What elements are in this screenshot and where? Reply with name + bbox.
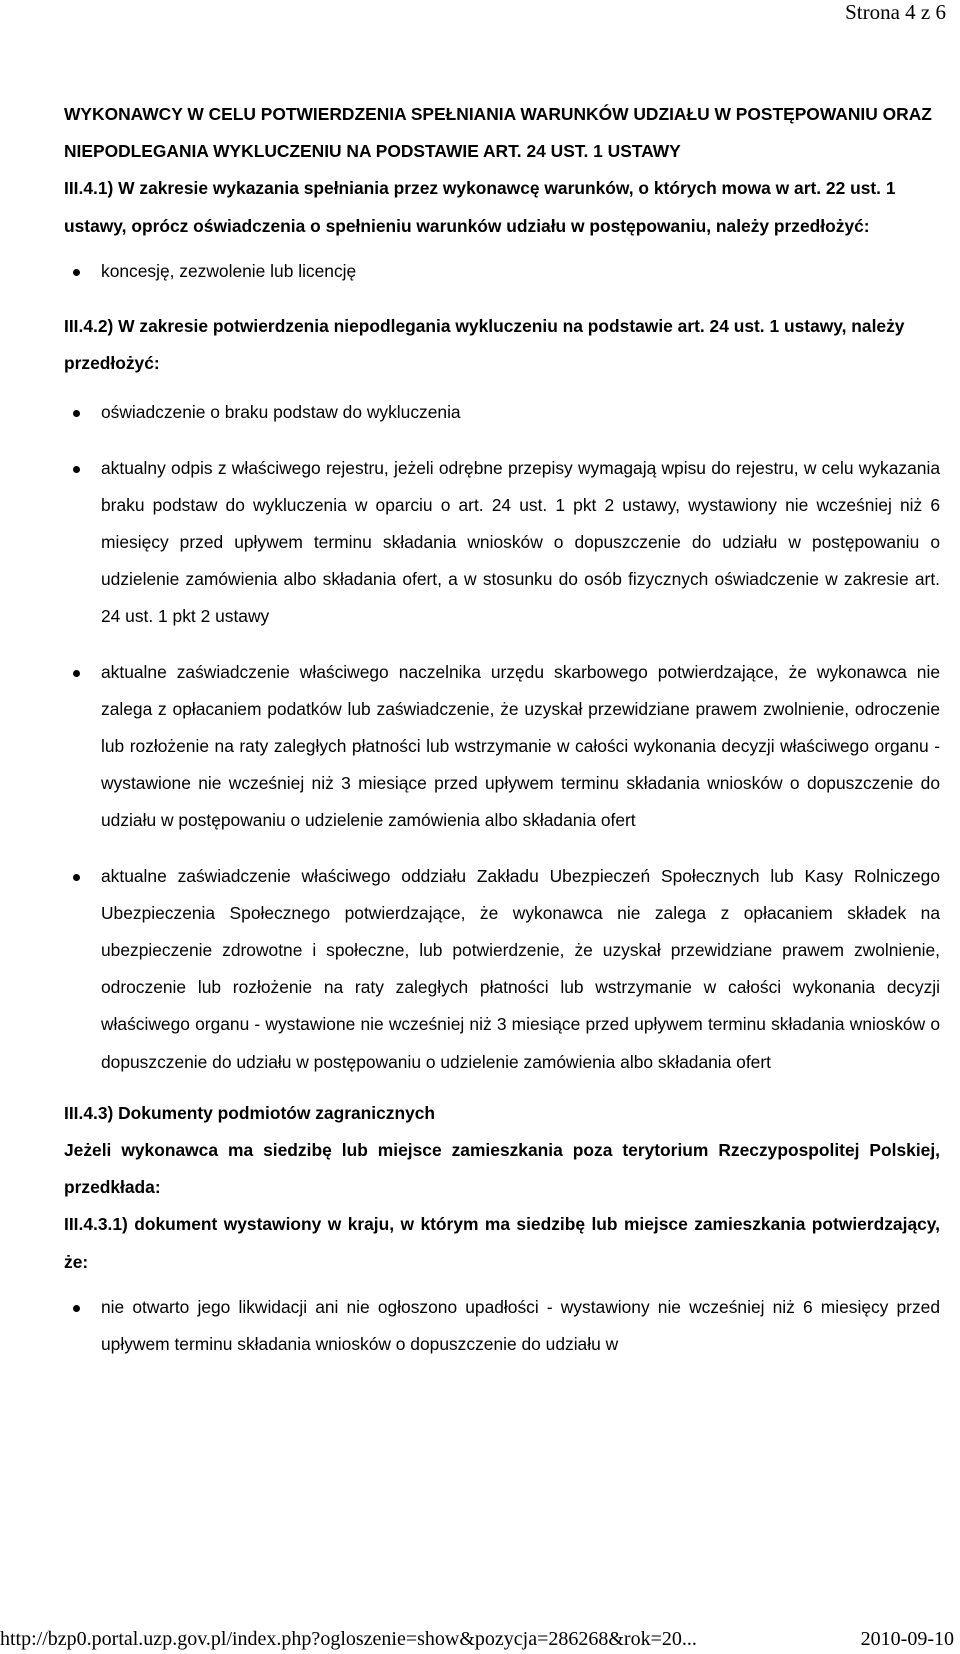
bullet-icon	[73, 1305, 80, 1312]
list-item: aktualny odpis z właściwego rejestru, jeżeli odrębne przepisy wymagają wpisu do rejestru, w celu wykazania braku podstaw do wykluczenia w oparciu o art. 24 ust. 1 pkt 2 ustawy, wystawiony nie wcześniej niż 6 miesięcy przed upływem terminu składania wniosków o dopuszczenie do udziału w postępowaniu o udzielenie zamówienia albo składania ofert, a w stosunku do osób fizycznych oświadczenie w zakresie art. 24 ust. 1 pkt 2 ustawy	[64, 450, 940, 636]
section-heading: WYKONAWCY W CELU POTWIERDZENIA SPEŁNIANIA WARUNKÓW UDZIAŁU W POSTĘPOWANIU ORAZ NIEPODLEGANIA WYKLUCZENIU NA PODSTAWIE ART. 24 UST. 1 USTAWY	[64, 104, 932, 162]
list-item: aktualne zaświadczenie właściwego oddziału Zakładu Ubezpieczeń Społecznych lub Kasy Rolniczego Ubezpieczenia Społecznego potwierdzające, że wykonawca nie zalega z opłacaniem składek na ubezpieczenie zdrowotne i społeczne, lub potwierdzenie, że uzyskał przewidziane prawem zwolnienie, odroczenie lub rozłożenie na raty zaległych płatności lub wstrzymanie w całości wykonania decyzji właściwego organu - wystawione nie wcześniej niż 3 miesiące przed upływem terminu składania wniosków o dopuszczenie do udziału w postępowaniu o udzielenie zamówienia albo składania ofert	[64, 858, 940, 1081]
list-item: oświadczenie o braku podstaw do wykluczenia	[64, 394, 940, 431]
footer-date: 2010-09-10	[860, 1628, 954, 1650]
bullet-icon	[73, 410, 80, 417]
list-item: nie otwarto jego likwidacji ani nie ogłoszono upadłości - wystawiony nie wcześniej niż 6 miesięcy przed upływem terminu składania wniosków o dopuszczenie do udziału w	[64, 1289, 940, 1363]
section-3-4-3-1-heading: III.4.3.1) dokument wystawiony w kraju, w którym ma siedzibę lub miejsce zamieszkania potwierdzający, że:	[64, 1214, 940, 1272]
document-body	[64, 96, 940, 1363]
page-number: Strona 4 z 6	[845, 0, 946, 24]
section-3-4-3-heading: III.4.3) Dokumenty podmiotów zagranicznych	[64, 1102, 436, 1123]
section-3-4-1-heading: III.4.1) W zakresie wykazania spełniania przez wykonawcę warunków, o których mowa w art. 22 ust. 1 ustawy, oprócz oświadczenia o spełnieniu warunków udziału w postępowaniu, należy przedłożyć:	[64, 178, 896, 236]
bullet-icon	[73, 269, 80, 276]
section-3-4-2-list	[64, 394, 940, 1080]
list-item: aktualne zaświadczenie właściwego naczelnika urzędu skarbowego potwierdzające, że wykonawca nie zalega z opłacaniem podatków lub zaświadczenie, że uzyskał przewidziane prawem zwolnienie, odroczenie lub rozłożenie na raty zaległych płatności lub wstrzymanie w całości wykonania decyzji właściwego organu - wystawione nie wcześniej niż 3 miesiące przed upływem terminu składania wniosków o dopuszczenie do udziału w postępowaniu o udzielenie zamówienia albo składania ofert	[64, 654, 940, 840]
bullet-icon	[73, 466, 80, 473]
section-3-4-1-list	[64, 253, 940, 290]
section-3-4-3-1-list	[64, 1289, 940, 1363]
section-3-4-2-heading: III.4.2) W zakresie potwierdzenia niepodlegania wykluczeniu na podstawie art. 24 ust. 1 ustawy, należy przedłożyć:	[64, 316, 905, 374]
footer	[0, 1627, 954, 1651]
footer-url: http://bzp0.portal.uzp.gov.pl/index.php?ogloszenie=show&pozycja=286268&rok=20...	[0, 1628, 697, 1650]
bullet-icon	[73, 670, 80, 677]
section-3-4-3-intro: Jeżeli wykonawca ma siedzibę lub miejsce zamieszkania poza terytorium Rzeczypospolitej Polskiej, przedkłada:	[64, 1140, 940, 1198]
list-item: koncesję, zezwolenie lub licencję	[64, 253, 940, 290]
bullet-icon	[73, 874, 80, 881]
